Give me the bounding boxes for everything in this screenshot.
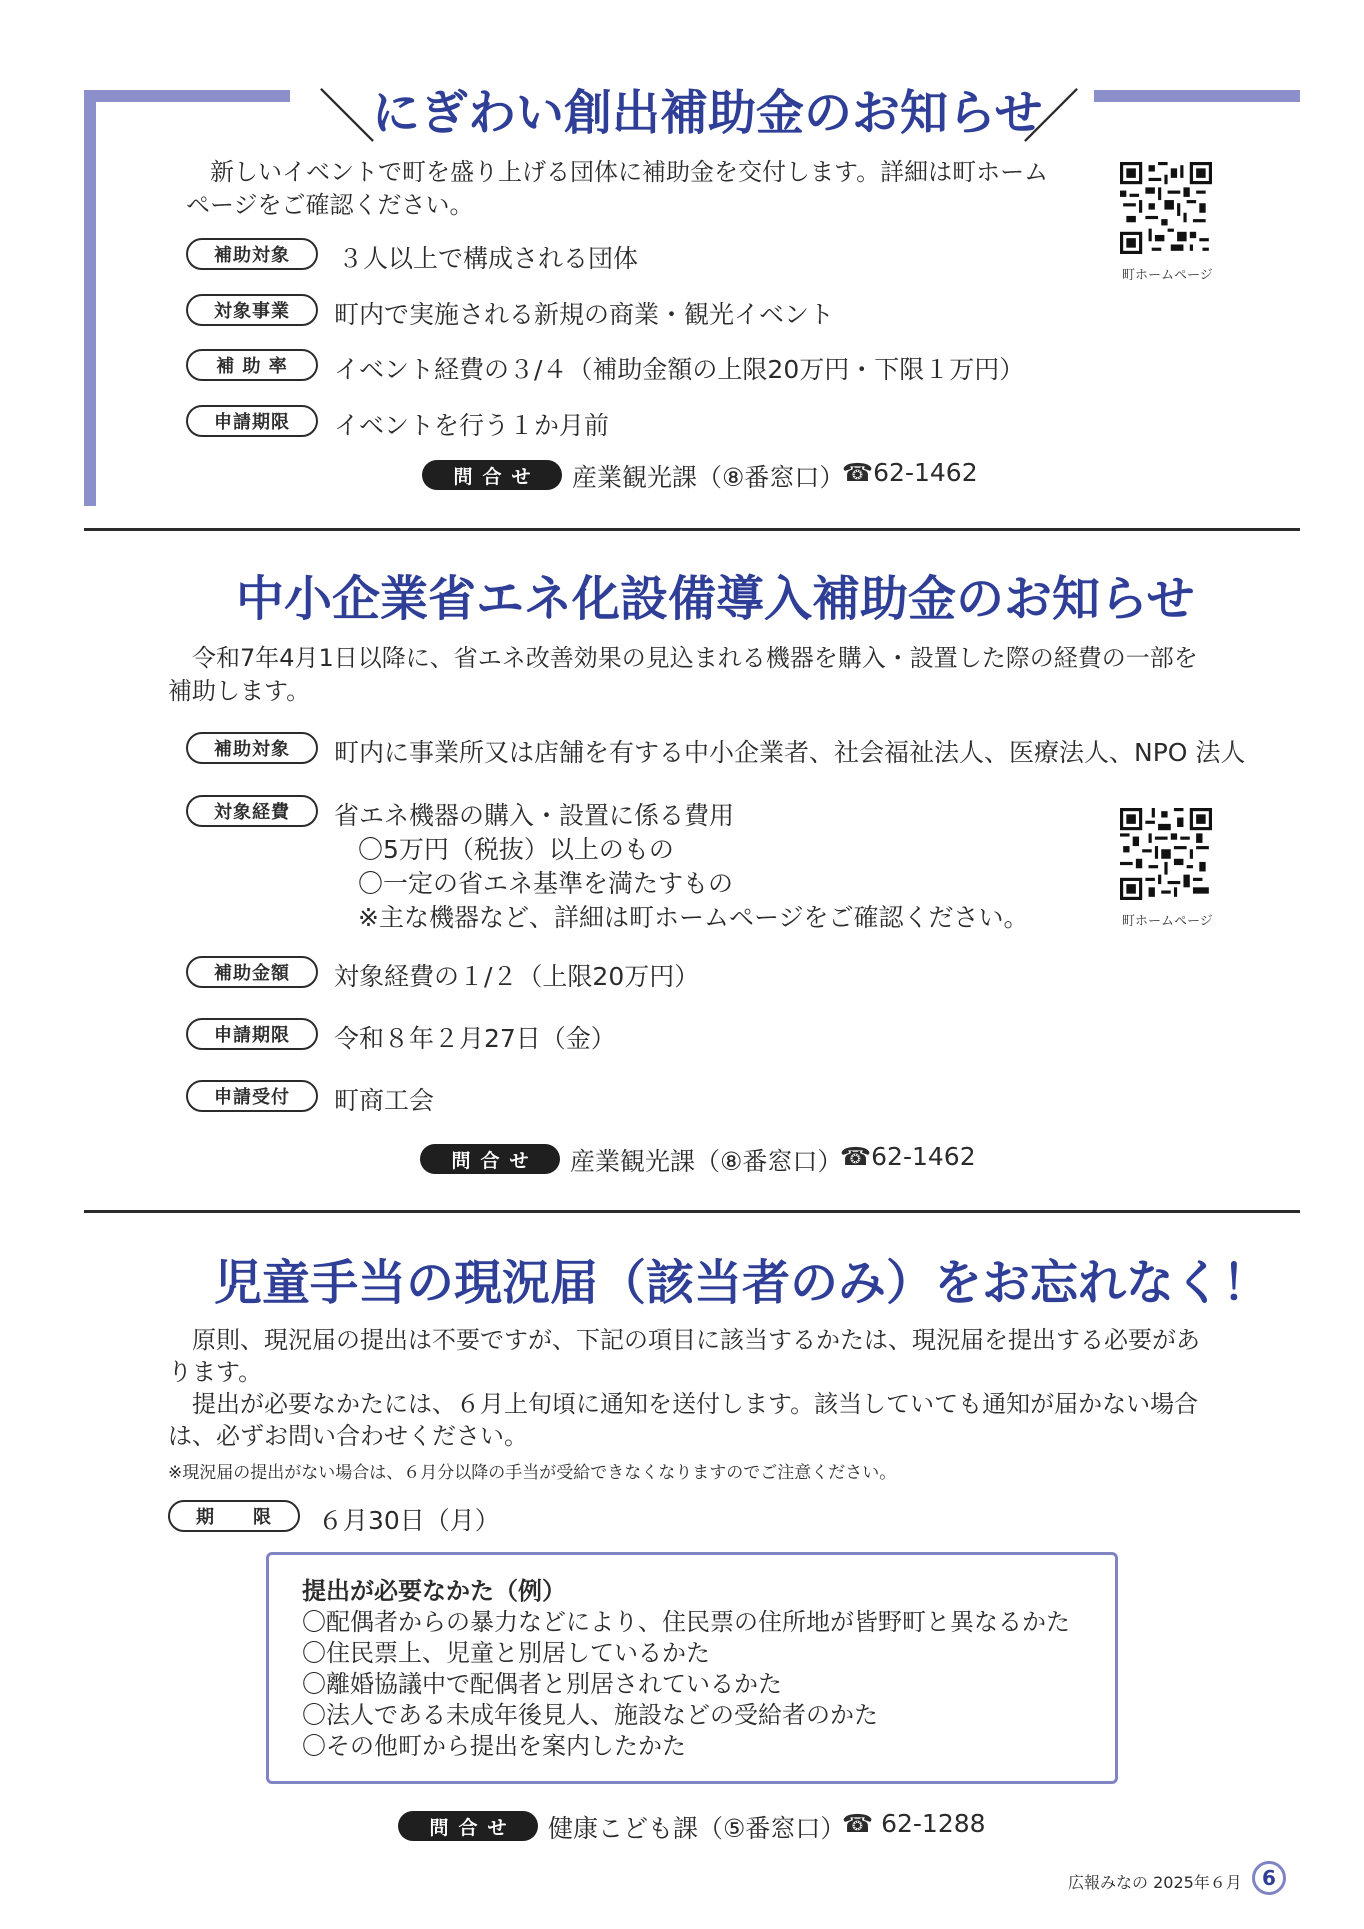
section1-title: にぎわい創出補助金のお知らせ (372, 85, 1043, 141)
qr-caption: 町ホームページ (1122, 914, 1213, 929)
contact-tel[interactable]: ☎ 62-1288 (842, 1809, 986, 1838)
page-number: 6 (1252, 1861, 1286, 1895)
value-reception: 町商工会 (334, 1086, 435, 1115)
section1-intro-line2: ページをご確認ください。 (186, 191, 474, 219)
contact-label: 問合せ (420, 1144, 560, 1174)
section2-intro-line2: 補助します。 (168, 677, 311, 705)
expense-subitem: 〇5万円（税抜）以上のもの (358, 835, 674, 864)
section2-title: 中小企業省エネ化設備導入補助金のお知らせ (236, 571, 1195, 627)
label-pill-rate: 補 助 率 (186, 349, 318, 381)
contact-label: 問合せ (398, 1811, 538, 1841)
label-pill-target: 補助対象 (186, 238, 318, 270)
title-deco-right-icon: ／ (1022, 83, 1081, 151)
qr-code-icon[interactable] (1120, 162, 1212, 254)
box-item: 〇離婚協議中で配偶者と別居されているかた (302, 1670, 782, 1698)
contact-dept: 産業観光課（⑧番窓口） (572, 463, 845, 492)
section-divider (84, 528, 1300, 531)
contact-label: 問合せ (422, 460, 562, 490)
section3-para1-line1: 原則、現況届の提出は不要ですが、下記の項目に該当するかたは、現況届を提出する必要があ (168, 1326, 1200, 1354)
value-target: 町内に事業所又は店舗を有する中小企業者、社会福祉法人、医療法人、NPO 法人 (334, 738, 1246, 767)
title-deco-left-icon: ＼ (318, 83, 377, 151)
section3-para2-line1: 提出が必要なかたには、６月上旬頃に通知を送付します。該当していても通知が届かない場合 (168, 1390, 1199, 1418)
qr-caption: 町ホームページ (1122, 268, 1213, 283)
section3-title: 児童手当の現況届（該当者のみ）をお忘れなく！ (214, 1255, 1271, 1311)
value-rate: イベント経費の３/４（補助金額の上限20万円・下限１万円） (334, 355, 1025, 384)
section1-frame-top-right (1094, 90, 1300, 102)
label-pill-amount: 補助金額 (186, 956, 318, 988)
value-deadline: 令和８年２月27日（金） (334, 1024, 616, 1053)
label-pill-deadline: 期 限 (168, 1500, 300, 1532)
contact-tel[interactable]: ☎62-1462 (842, 458, 978, 487)
value-deadline: ６月30日（月） (318, 1506, 500, 1535)
label-pill-expense: 対象経費 (186, 795, 318, 827)
section1-frame-top-left (84, 90, 290, 102)
box-item: 〇配偶者からの暴力などにより、住民票の住所地が皆野町と異なるかた (302, 1608, 1070, 1636)
footer-publication: 広報みなの 2025年６月 (1068, 1873, 1242, 1892)
value-target: ３人以上で構成される団体 (338, 244, 639, 273)
section1-frame-left (84, 90, 96, 506)
section3-note: ※現況届の提出がない場合は、６月分以降の手当が受給できなくなりますのでご注意ください。 (168, 1463, 897, 1483)
contact-tel[interactable]: ☎62-1462 (840, 1142, 976, 1171)
section1-intro-line1: 新しいイベントで町を盛り上げる団体に補助金を交付します。詳細は町ホーム (186, 158, 1049, 186)
box-item: 〇その他町から提出を案内したかた (302, 1732, 686, 1760)
label-pill-deadline: 申請期限 (186, 1018, 318, 1050)
section2-intro-line1: 令和7年4月1日以降に、省エネ改善効果の見込まれる機器を購入・設置した際の経費の一部を (168, 644, 1198, 672)
section-divider (84, 1210, 1300, 1213)
expense-note: ※主な機器など、詳細は町ホームページをご確認ください。 (358, 903, 1029, 932)
contact-dept: 健康こども課（⑤番窓口） (548, 1814, 846, 1843)
value-expense: 省エネ機器の購入・設置に係る費用 (334, 801, 735, 830)
label-pill-reception: 申請受付 (186, 1080, 318, 1112)
label-pill-deadline: 申請期限 (186, 405, 318, 437)
box-title: 提出が必要なかた（例） (302, 1577, 566, 1605)
label-pill-target: 補助対象 (186, 732, 318, 764)
label-pill-project: 対象事業 (186, 294, 318, 326)
qr-code-icon[interactable] (1120, 808, 1212, 900)
value-deadline: イベントを行う１か月前 (334, 411, 610, 440)
box-item: 〇住民票上、児童と別居しているかた (302, 1639, 710, 1667)
value-project: 町内で実施される新規の商業・観光イベント (334, 300, 835, 329)
expense-subitem: 〇一定の省エネ基準を満たすもの (358, 869, 734, 898)
contact-dept: 産業観光課（⑧番窓口） (570, 1147, 843, 1176)
section3-para2-line2: は、必ずお問い合わせください。 (168, 1422, 528, 1450)
section3-para1-line2: ります。 (168, 1358, 263, 1386)
value-amount: 対象経費の１/２（上限20万円） (334, 962, 700, 991)
box-item: 〇法人である未成年後見人、施設などの受給者のかた (302, 1701, 878, 1729)
